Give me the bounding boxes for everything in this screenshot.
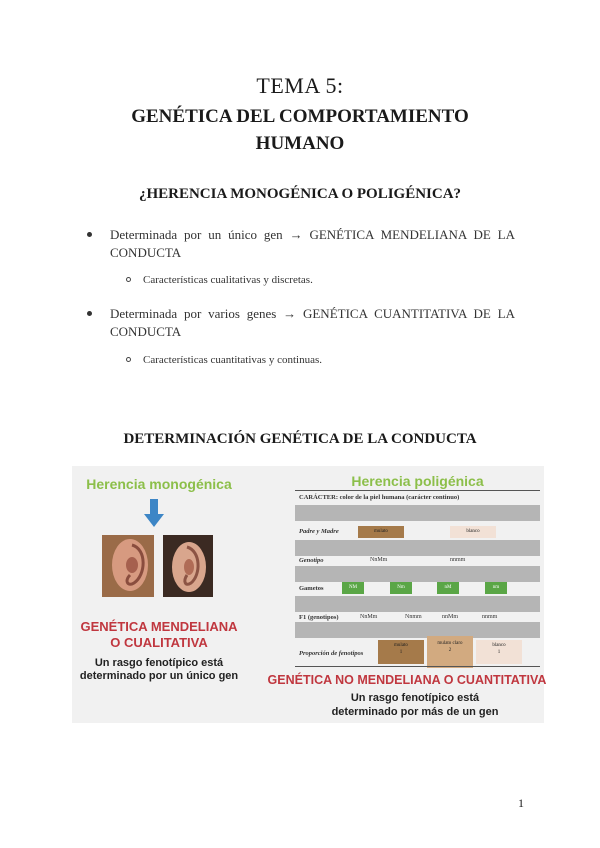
- bullet-text-line1: Determinada por varios genes → GENÉTICA CUANTITATIVA DE LA: [110, 306, 515, 321]
- row-label-gametes: Gametos: [299, 585, 324, 592]
- phenotype-box-mulato: [378, 640, 424, 664]
- phenotype-box-blanco: [476, 640, 522, 664]
- phenotype-count: 1: [399, 650, 403, 655]
- character-line: CARÁCTER: color de la piel humana (carácter continuo): [299, 494, 460, 501]
- sub-bullet-circle: [126, 357, 131, 362]
- genotype-value: nnmm: [450, 557, 466, 563]
- sub-bullet-circle: [126, 277, 131, 282]
- row-label-proportion: Proporción de fenotipos: [299, 650, 364, 657]
- section-heading-determinacion: DETERMINACIÓN GENÉTICA DE LA CONDUCTA: [123, 431, 477, 447]
- parent-blanco: blanco: [450, 526, 496, 538]
- page-title: TEMA 5:: [256, 73, 344, 98]
- phenotype-name: blanco: [492, 643, 506, 648]
- figure-right-label: GENÉTICA NO MENDELIANA O CUANTITATIVA: [267, 673, 547, 687]
- figure-right-caption-line1: Un rasgo fenotípico está: [350, 692, 480, 704]
- bullet-dot: [87, 232, 92, 237]
- ear-photo-left: [102, 535, 154, 597]
- f1-value: nnmm: [482, 614, 498, 620]
- table-bar: [295, 566, 540, 582]
- figure-left-caption-line2: determinado por un único gen: [79, 670, 239, 682]
- sub-bullet-text: Características cualitativas y discretas.: [143, 274, 313, 286]
- bullet-text-line2: CONDUCTA: [110, 245, 182, 260]
- figure-left-label-line2: O CUALITATIVA: [110, 635, 208, 650]
- phenotype-name: mulato claro: [437, 641, 463, 646]
- bullet-dot: [87, 311, 92, 316]
- table-bar: [295, 622, 540, 638]
- page-subtitle-line2: HUMANO: [255, 133, 345, 154]
- phenotype-name: mulato: [394, 643, 408, 648]
- page-number: 1: [518, 796, 524, 810]
- parent-mulato: mulato: [358, 526, 404, 538]
- sub-bullet-text: Características cuantitativas y continuas.: [143, 354, 322, 366]
- gamete-box: nM: [437, 582, 459, 594]
- figure-left-title: Herencia monogénica: [86, 476, 232, 492]
- row-label-genotype: Genotipo: [299, 557, 324, 564]
- table-bottom-rule: [295, 666, 540, 667]
- bullet-text-line1: Determinada por un único gen → GENÉTICA MENDELIANA DE LA: [110, 227, 515, 242]
- bullet-text-line2: CONDUCTA: [110, 324, 182, 339]
- phenotype-count: 2: [448, 648, 452, 653]
- table-bar: [295, 596, 540, 612]
- table-top-rule: [295, 490, 540, 491]
- gamete-box: NM: [342, 582, 364, 594]
- figure-right-title: Herencia poligénica: [351, 473, 484, 489]
- f1-value: NnMm: [360, 614, 378, 620]
- gamete-box: Nm: [390, 582, 412, 594]
- figure-left-caption-line1: Un rasgo fenotípico está: [94, 657, 224, 669]
- page-subtitle-line1: GENÉTICA DEL COMPORTAMIENTO: [131, 106, 469, 127]
- figure-left-label-line1: GENÉTICA MENDELIANA: [80, 619, 238, 634]
- f1-value: Nnmm: [405, 614, 422, 620]
- f1-value: nnMm: [442, 614, 459, 620]
- phenotype-box-mulato-claro: [427, 636, 473, 668]
- section-heading-herencia: ¿HERENCIA MONOGÉNICA O POLIGÉNICA?: [138, 186, 462, 202]
- table-bar: [295, 540, 540, 556]
- gamete-box: nm: [485, 582, 507, 594]
- table-bar: [295, 505, 540, 521]
- ear-photo-right: [163, 535, 213, 597]
- down-arrow-icon: [144, 499, 164, 529]
- row-label-f1: F1 (genotipos): [299, 614, 339, 621]
- genotype-value: NnMm: [370, 557, 388, 563]
- row-label-parents: Padre y Madre: [299, 528, 339, 535]
- phenotype-count: 1: [497, 650, 501, 655]
- figure-right-caption-line2: determinado por más de un gen: [331, 706, 499, 718]
